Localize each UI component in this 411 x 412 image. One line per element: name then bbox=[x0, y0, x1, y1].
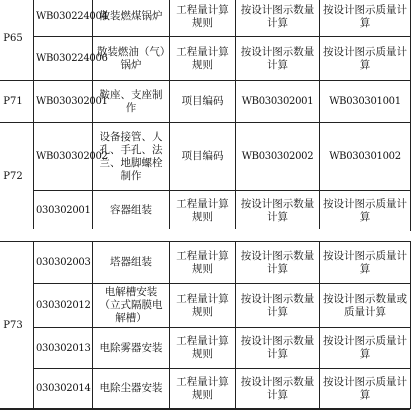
original-value-cell: 按设计图示数量计算 bbox=[236, 191, 320, 231]
table-row bbox=[0, 0, 411, 37]
item-name-cell: 电除尘器安装 bbox=[93, 369, 170, 409]
page-ref-cell: P65 bbox=[0, 0, 34, 81]
rule-cell: 工程量计算规则 bbox=[170, 328, 236, 369]
original-value-cell: 按设计图示数量计算 bbox=[236, 37, 320, 81]
page-ref-cell: P73 bbox=[0, 242, 34, 409]
revised-value-cell: 按设计图示质量计算 bbox=[320, 0, 411, 37]
code-cell: 030302003 bbox=[34, 242, 93, 284]
code-cell: 030302012 bbox=[34, 284, 93, 328]
rule-cell: 工程量计算规则 bbox=[170, 0, 236, 37]
table-row bbox=[0, 284, 411, 328]
code-cell: WB030224006 bbox=[34, 37, 93, 81]
original-value-cell: WB030302001 bbox=[236, 81, 320, 123]
rule-cell: 工程量计算规则 bbox=[170, 191, 236, 231]
code-cell: 030302014 bbox=[34, 369, 93, 409]
rule-cell: 项目编码 bbox=[170, 123, 236, 191]
table-row bbox=[0, 123, 411, 191]
item-name-cell: 鞍座、支座制作 bbox=[93, 81, 170, 123]
page-break-gap bbox=[0, 229, 410, 241]
original-value-cell: 按设计图示数量计算 bbox=[236, 0, 320, 37]
table-row bbox=[0, 191, 411, 231]
revised-value-cell: 按设计图示质量计算 bbox=[320, 328, 411, 369]
code-cell: 030302001 bbox=[34, 191, 93, 231]
table-row bbox=[0, 369, 411, 409]
revised-value-cell: 按设计图示质量计算 bbox=[320, 369, 411, 409]
original-value-cell: 按设计图示数量计算 bbox=[236, 328, 320, 369]
original-value-cell: WB030302002 bbox=[236, 123, 320, 191]
table-row bbox=[0, 37, 411, 81]
item-name-cell: 电除雾器安装 bbox=[93, 328, 170, 369]
item-name-cell: 设备接管、人孔、手孔、法兰、地脚螺栓制作 bbox=[93, 123, 170, 191]
table-bottom-edge bbox=[0, 409, 410, 410]
item-name-cell: 塔器组装 bbox=[93, 242, 170, 284]
revised-value-cell: 按设计图示质量计算 bbox=[320, 37, 411, 81]
item-name-cell: 散装燃油（气）锅炉 bbox=[93, 37, 170, 81]
rule-cell: 项目编码 bbox=[170, 81, 236, 123]
code-cell: WB030224004 bbox=[34, 0, 93, 37]
table-row bbox=[0, 328, 411, 369]
code-cell: WB030302001 bbox=[34, 81, 93, 123]
original-value-cell: 按设计图示数量计算 bbox=[236, 284, 320, 328]
rule-cell: 工程量计算规则 bbox=[170, 37, 236, 81]
original-value-cell: 按设计图示数量计算 bbox=[236, 242, 320, 284]
revised-value-cell: 按设计图示数量或质量计算 bbox=[320, 284, 411, 328]
table-bottom bbox=[0, 241, 411, 409]
item-name-cell: 电解槽安装（立式隔膜电解槽） bbox=[93, 284, 170, 328]
rule-cell: 工程量计算规则 bbox=[170, 284, 236, 328]
table-row bbox=[0, 242, 411, 284]
item-name-cell: 散装燃煤锅炉 bbox=[93, 0, 170, 37]
table-row bbox=[0, 81, 411, 123]
item-name-cell: 容器组装 bbox=[93, 191, 170, 231]
revised-value-cell: WB030301002 bbox=[320, 123, 411, 191]
code-cell: 030302013 bbox=[34, 328, 93, 369]
revised-value-cell: WB030301001 bbox=[320, 81, 411, 123]
original-value-cell: 按设计图示数量计算 bbox=[236, 369, 320, 409]
revised-value-cell: 按设计图示质量计算 bbox=[320, 191, 411, 231]
page-ref-cell: P71 bbox=[0, 81, 34, 123]
rule-cell: 工程量计算规则 bbox=[170, 369, 236, 409]
revised-value-cell: 按设计图示质量计算 bbox=[320, 242, 411, 284]
rule-cell: 工程量计算规则 bbox=[170, 242, 236, 284]
page-ref-cell: P72 bbox=[0, 123, 34, 231]
code-cell: WB030302002 bbox=[34, 123, 93, 191]
